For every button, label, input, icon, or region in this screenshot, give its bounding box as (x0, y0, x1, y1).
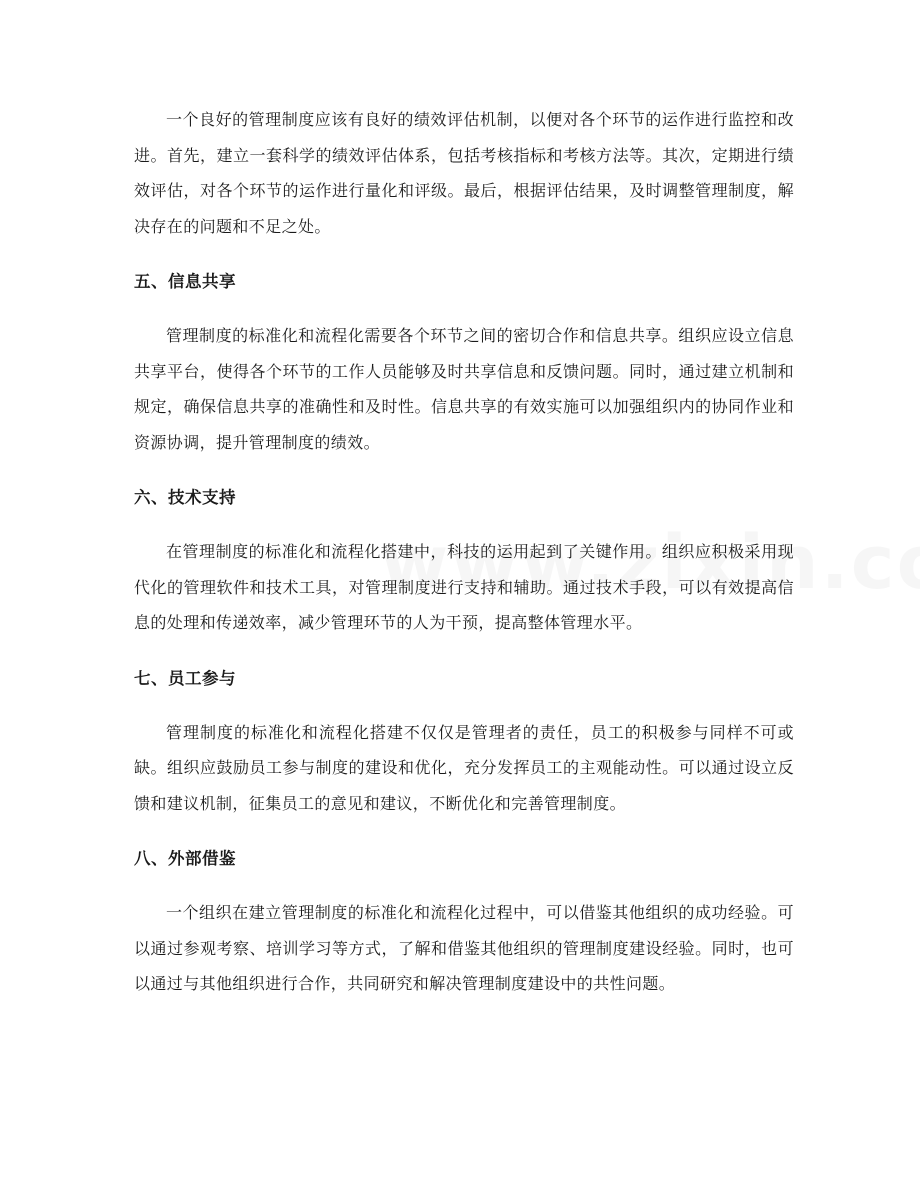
paragraph-performance-evaluation: 一个良好的管理制度应该有良好的绩效评估机制，以便对各个环节的运作进行监控和改进。首先，建立一套科学的绩效评估体系，包括考核指标和考核方法等。其次，定期进行绩效评估，对各个环节的运作进行量化和评级。最后，根据评估结果，及时调整管理制度，解决存在的问题和不足之处。 (134, 110, 794, 236)
section-heading-information-sharing: 五、信息共享 (134, 272, 236, 291)
paragraph-technical-support: 在管理制度的标准化和流程化搭建中，科技的运用起到了关键作用。组织应积极采用现代化的管理软件和技术工具，对管理制度进行支持和辅助。通过技术手段，可以有效提高信息的处理和传递效率，减少管理环节的人为干预，提高整体管理水平。 (134, 542, 794, 632)
spacer (134, 296, 794, 318)
paragraph-employee-participation: 管理制度的标准化和流程化搭建不仅仅是管理者的责任，员工的积极参与同样不可或缺。组织应鼓励员工参与制度的建设和优化，充分发挥员工的主观能动性。可以通过设立反馈和建议机制，征集员工的意见和建议，不断优化和完善管理制度。 (134, 722, 794, 813)
spacer (134, 821, 794, 845)
spacer (134, 244, 794, 268)
section-heading-employee-participation: 七、员工参与 (134, 668, 236, 688)
paragraph-external-reference: 一个组织在建立管理制度的标准化和流程化过程中，可以借鉴其他组织的成功经验。可以通过参观考察、培训学习等方式，了解和借鉴其他组织的管理制度建设经验。同时，也可以通过与其他组织进行合作，共同研究和解决管理制度建设中的共性问题。 (134, 903, 794, 993)
spacer (134, 460, 794, 484)
spacer (134, 641, 794, 665)
document-body (134, 102, 794, 1002)
section-heading-technical-support: 六、技术支持 (134, 488, 236, 507)
section-heading-external-reference: 八、外部借鉴 (134, 849, 236, 868)
spacer (134, 693, 794, 715)
paragraph-information-sharing: 管理制度的标准化和流程化需要各个环节之间的密切合作和信息共享。组织应设立信息共享平台，使得各个环节的工作人员能够及时共享信息和反馈问题。同时，通过建立机制和规定，确保信息共享的准确性和及时性。信息共享的有效实施可以加强组织内的协同作业和资源协调，提升管理制度的绩效。 (134, 326, 794, 452)
spacer (134, 873, 794, 895)
spacer (134, 512, 794, 534)
